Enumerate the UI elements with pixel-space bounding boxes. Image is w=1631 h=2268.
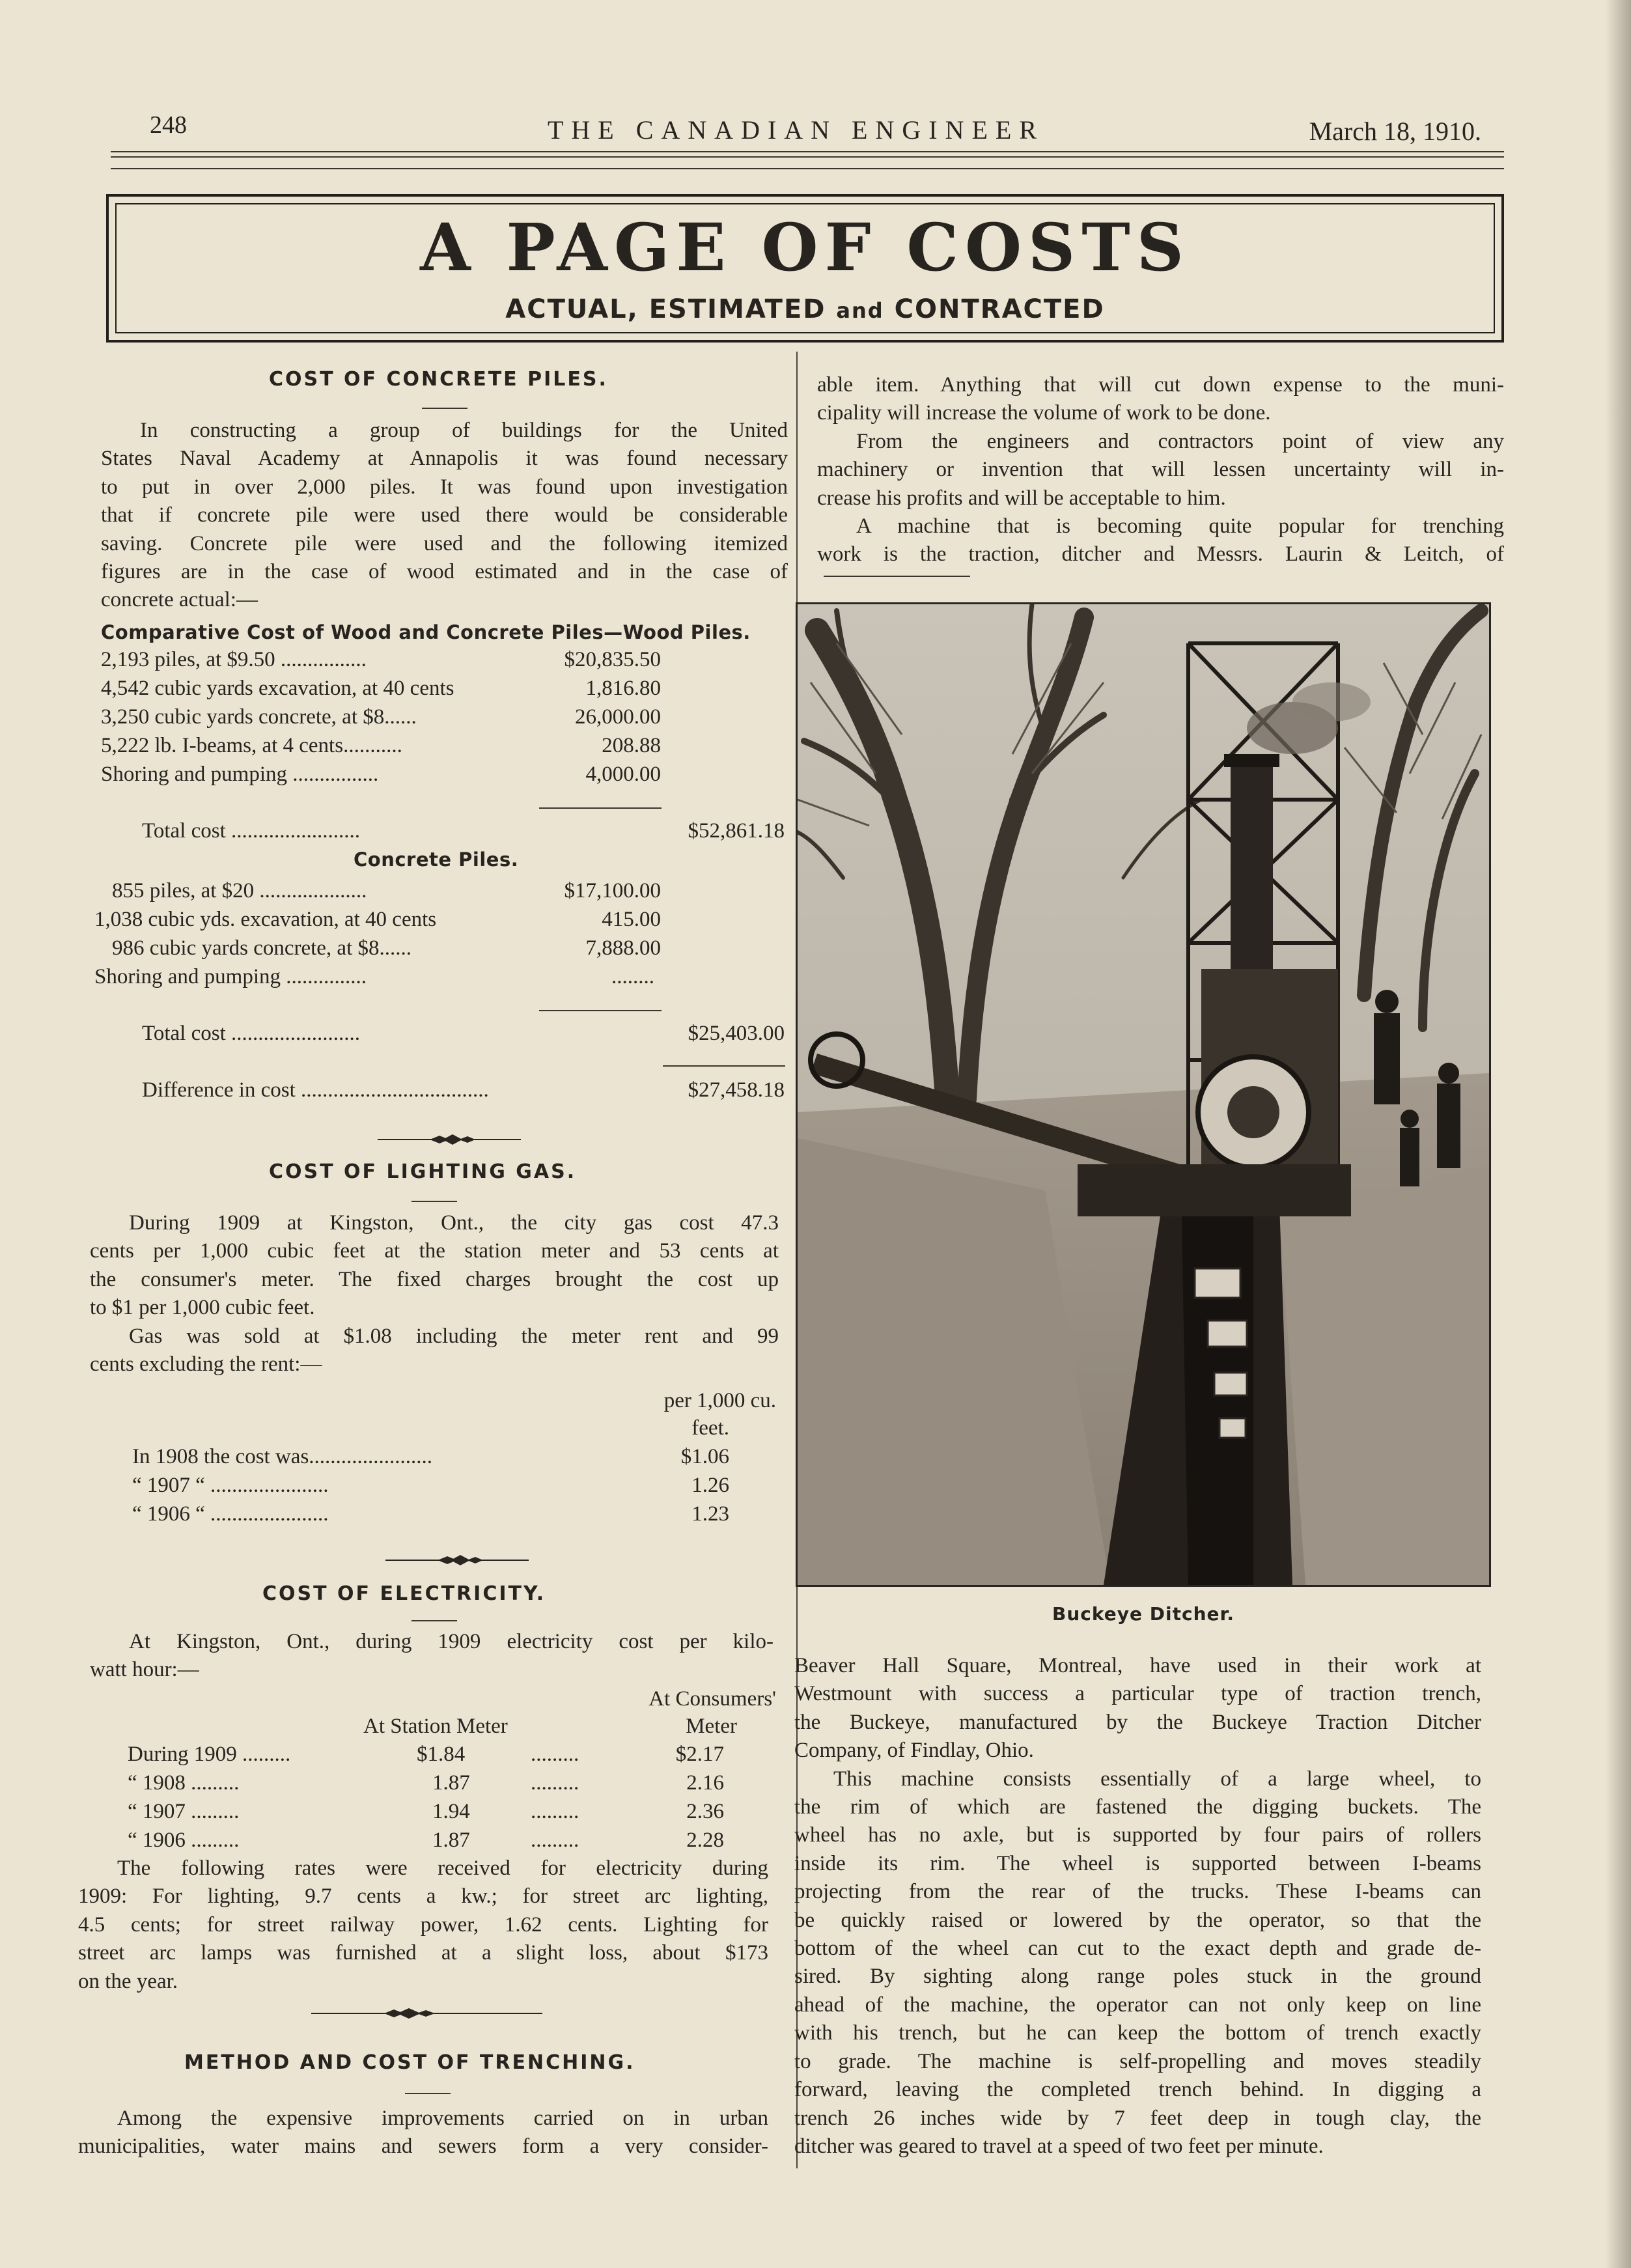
col-consumer-header: At Consumers' <box>648 1687 776 1711</box>
section-ornament <box>378 1133 521 1146</box>
heading-rule <box>411 1201 457 1202</box>
heading-rule <box>405 2093 451 2094</box>
text-line: be quickly raised or lowered by the operator, so that the <box>794 1908 1481 1932</box>
text-line: States Naval Academy at Annapolis it was found necessary <box>101 447 788 471</box>
difference-amount: $27,458.18 <box>688 1078 785 1102</box>
heading-rule <box>422 408 467 409</box>
text-line: bottom of the wheel can cut to the exact depth and grade de- <box>794 1937 1481 1961</box>
section-ornament <box>311 2007 542 2020</box>
issue-date: March 18, 1910. <box>1309 117 1481 146</box>
electricity-row-station: $1.84 <box>417 1743 466 1766</box>
text-line: This machine consists essentially of a large wheel, to <box>833 1767 1481 1791</box>
subtitle-and: and <box>836 298 884 323</box>
text-line: 4.5 cents; for street railway power, 1.62 cents. Lighting for <box>78 1912 768 1937</box>
text-line: projecting from the rear of the trucks. These I-beams can <box>794 1880 1481 1904</box>
banner-title: A PAGE OF COSTS <box>420 209 1190 286</box>
sum-rule <box>663 1065 785 1067</box>
page-number: 248 <box>150 111 187 139</box>
subtitle-post: CONTRACTED <box>894 294 1105 324</box>
text-line: trench 26 inches wide by 7 feet deep in tough clay, the <box>794 2106 1481 2130</box>
text-rule <box>824 576 970 577</box>
gas-row-label: “ 1906 “ ...................... <box>132 1502 329 1526</box>
subtitle-pre: ACTUAL, ESTIMATED <box>505 294 826 324</box>
heading-rule <box>411 1620 457 1621</box>
electricity-row-dots: ......... <box>531 1800 579 1823</box>
wood-total-label: Total cost ........................ <box>142 819 360 843</box>
running-header <box>111 111 1481 156</box>
title-banner <box>106 194 1504 343</box>
wood-row-amount: 208.88 <box>602 734 661 757</box>
text-line: In constructing a group of buildings for the United <box>140 419 788 442</box>
trenching-intro <box>78 2105 768 2161</box>
text-line: to put in over 2,000 piles. It was found upon investigation <box>101 475 788 499</box>
text-line: wheel has no axle, but is supported by four pairs of rollers <box>794 1823 1481 1847</box>
text-line: Among the expensive improvements carried on in urban <box>117 2107 768 2130</box>
ditcher-photo-drawing <box>798 604 1489 1585</box>
text-line: watt hour:— <box>90 1658 199 1682</box>
concrete-total-label: Total cost ........................ <box>142 1022 360 1045</box>
electricity-rates <box>78 1855 768 1996</box>
wood-row-item: Shoring and pumping ................ <box>101 763 379 786</box>
concrete-row-item: 986 cubic yards concrete, at $8...... <box>112 936 412 960</box>
text-line: saving. Concrete pile were used and the following itemized <box>101 531 788 555</box>
electricity-row-consumer: $2.17 <box>675 1743 724 1766</box>
gas-row-label: In 1908 the cost was....................... <box>132 1445 433 1468</box>
sum-rule <box>539 1010 662 1011</box>
header-rule <box>111 168 1504 169</box>
electricity-row-station: 1.87 <box>432 1828 470 1852</box>
concrete-row-amount: $17,100.00 <box>564 879 661 903</box>
electricity-row-dots: ......... <box>531 1828 579 1852</box>
electricity-row-station: 1.94 <box>432 1800 470 1823</box>
electricity-row-consumer: 2.28 <box>686 1828 724 1852</box>
difference-label: Difference in cost ................................... <box>142 1078 489 1102</box>
wood-row-amount: 26,000.00 <box>575 705 661 729</box>
text-line: machinery or invention that will lessen uncertainty will in- <box>817 458 1504 482</box>
photo-caption: Buckeye Ditcher. <box>1052 1603 1234 1625</box>
text-line: the consumer's meter. The fixed charges brought the cost up <box>90 1267 779 1291</box>
wood-row-amount: $20,835.50 <box>564 648 661 671</box>
wood-row-item: 2,193 piles, at $9.50 ................ <box>101 648 367 671</box>
wood-row-item: 4,542 cubic yards excavation, at 40 cents <box>101 677 454 700</box>
electricity-row-consumer: 2.36 <box>686 1800 724 1823</box>
col-station-header: At Station Meter <box>363 1715 508 1738</box>
journal-title: THE CANADIAN ENGINEER <box>547 115 1045 145</box>
text-line: cents excluding the rent:— <box>90 1352 322 1377</box>
concrete-row-item: 855 piles, at $20 .................... <box>112 879 367 903</box>
buckeye-ditcher-photo <box>796 602 1491 1587</box>
text-line: with his trench, but he can keep the bottom of trench exactly <box>794 2021 1481 2045</box>
text-line: The following rates were received for electricity during <box>117 1856 768 1880</box>
electricity-row-consumer: 2.16 <box>686 1771 724 1795</box>
wood-row-amount: 1,816.80 <box>585 677 661 700</box>
text-line: work is the traction, ditcher and Messrs. Laurin & Leitch, of <box>817 542 1504 567</box>
gas-heading: COST OF LIGHTING GAS. <box>269 1160 577 1183</box>
text-line: ahead of the machine, the operator can not only keep on line <box>794 1993 1481 2017</box>
page-edge-shadow <box>1605 0 1631 2268</box>
text-line: cipality will increase the volume of work to be done. <box>817 401 1271 425</box>
text-line: on the year. <box>78 1969 178 1993</box>
concrete-row-amount: 7,888.00 <box>585 936 661 960</box>
text-line: During 1909 at Kingston, Ont., the city gas cost 47.3 <box>129 1211 779 1235</box>
gas-intro <box>90 1209 779 1379</box>
gas-row-value: 1.23 <box>691 1502 729 1526</box>
text-line: the rim of which are fastened the digging buckets. The <box>794 1795 1481 1819</box>
header-rule <box>111 151 1504 152</box>
text-line: inside its rim. The wheel is supported between I-beams <box>794 1851 1481 1875</box>
gas-row-label: “ 1907 “ ...................... <box>132 1474 329 1497</box>
electricity-row-station: 1.87 <box>432 1771 470 1795</box>
wood-row-item: 5,222 lb. I-beams, at 4 cents........... <box>101 734 402 757</box>
col-consumer-header: Meter <box>686 1715 737 1738</box>
text-line: From the engineers and contractors point of view any <box>856 429 1504 453</box>
electricity-row-year: “ 1906 ......... <box>128 1828 240 1852</box>
concrete-total: $25,403.00 <box>688 1022 785 1045</box>
text-line: Westmount with success a particular type of traction trench, <box>794 1682 1481 1706</box>
wood-piles-heading: Comparative Cost of Wood and Concrete Piles—Wood Piles. <box>101 621 751 643</box>
trenching-heading: METHOD AND COST OF TRENCHING. <box>184 2051 635 2074</box>
text-line: 1909: For lighting, 9.7 cents a kw.; for street arc lighting, <box>78 1884 768 1909</box>
text-line: concrete actual:— <box>101 588 258 612</box>
trenching-continued <box>817 371 1504 569</box>
text-line: cents per 1,000 cubic feet at the station meter and 53 cents at <box>90 1239 779 1263</box>
text-line: figures are in the case of wood estimated and in the case of <box>101 560 788 584</box>
sum-rule <box>539 807 662 809</box>
text-line: Beaver Hall Square, Montreal, have used in their work at <box>794 1654 1481 1677</box>
text-line: crease his profits and will be acceptable to him. <box>817 486 1226 510</box>
piles-heading: COST OF CONCRETE PILES. <box>269 368 608 391</box>
piles-intro <box>101 417 788 615</box>
text-line: municipalities, water mains and sewers form a very consider- <box>78 2135 768 2159</box>
electricity-row-year: “ 1907 ......... <box>128 1800 240 1823</box>
header-rule <box>111 156 1504 158</box>
electricity-row-year: “ 1908 ......... <box>128 1771 240 1795</box>
concrete-row-amount: ........ <box>611 965 654 988</box>
wood-total: $52,861.18 <box>688 819 785 843</box>
concrete-row-amount: 415.00 <box>602 908 661 931</box>
gas-row-value: 1.26 <box>691 1474 729 1497</box>
text-line: sired. By sighting along range poles stuck in the ground <box>794 1965 1481 1989</box>
electricity-intro <box>90 1628 774 1685</box>
concrete-row-item: 1,038 cubic yds. excavation, at 40 cents <box>94 908 437 931</box>
banner-subtitle <box>109 294 1501 324</box>
electricity-row-dots: ......... <box>531 1743 579 1766</box>
text-line: that if concrete pile were used there would be considerable <box>101 503 788 527</box>
text-line: A machine that is becoming quite popular for trenching <box>856 514 1504 539</box>
text-line: Gas was sold at $1.08 including the meter rent and 99 <box>129 1324 779 1348</box>
concrete-piles-heading: Concrete Piles. <box>354 848 519 871</box>
electricity-heading: COST OF ELECTRICITY. <box>262 1582 546 1605</box>
ditcher-description <box>794 1652 1481 2161</box>
text-line: forward, leaving the completed trench behind. In digging a <box>794 2078 1481 2102</box>
text-line: to grade. The machine is self-propelling and moves steadily <box>794 2049 1481 2073</box>
text-line: the Buckeye, manufactured by the Buckeye Traction Ditcher <box>794 1710 1481 1734</box>
gas-unit-label: feet. <box>691 1416 729 1440</box>
text-line: ditcher was geared to travel at a speed of two feet per minute. <box>794 2134 1324 2158</box>
section-ornament <box>385 1554 529 1567</box>
gas-row-value: $1.06 <box>680 1445 729 1468</box>
text-line: to $1 per 1,000 cubic feet. <box>90 1296 315 1320</box>
text-line: At Kingston, Ont., during 1909 electricity cost per kilo- <box>129 1630 774 1653</box>
text-line: able item. Anything that will cut down expense to the muni- <box>817 373 1504 397</box>
wood-row-amount: 4,000.00 <box>585 763 661 786</box>
concrete-row-item: Shoring and pumping ............... <box>94 965 367 988</box>
text-line: street arc lamps was furnished at a slight loss, about $173 <box>78 1941 768 1965</box>
electricity-row-year: During 1909 ......... <box>128 1743 291 1766</box>
wood-row-item: 3,250 cubic yards concrete, at $8...... <box>101 705 417 729</box>
gas-unit-label: per 1,000 cu. <box>663 1389 776 1412</box>
electricity-row-dots: ......... <box>531 1771 579 1795</box>
text-line: Company, of Findlay, Ohio. <box>794 1739 1034 1763</box>
